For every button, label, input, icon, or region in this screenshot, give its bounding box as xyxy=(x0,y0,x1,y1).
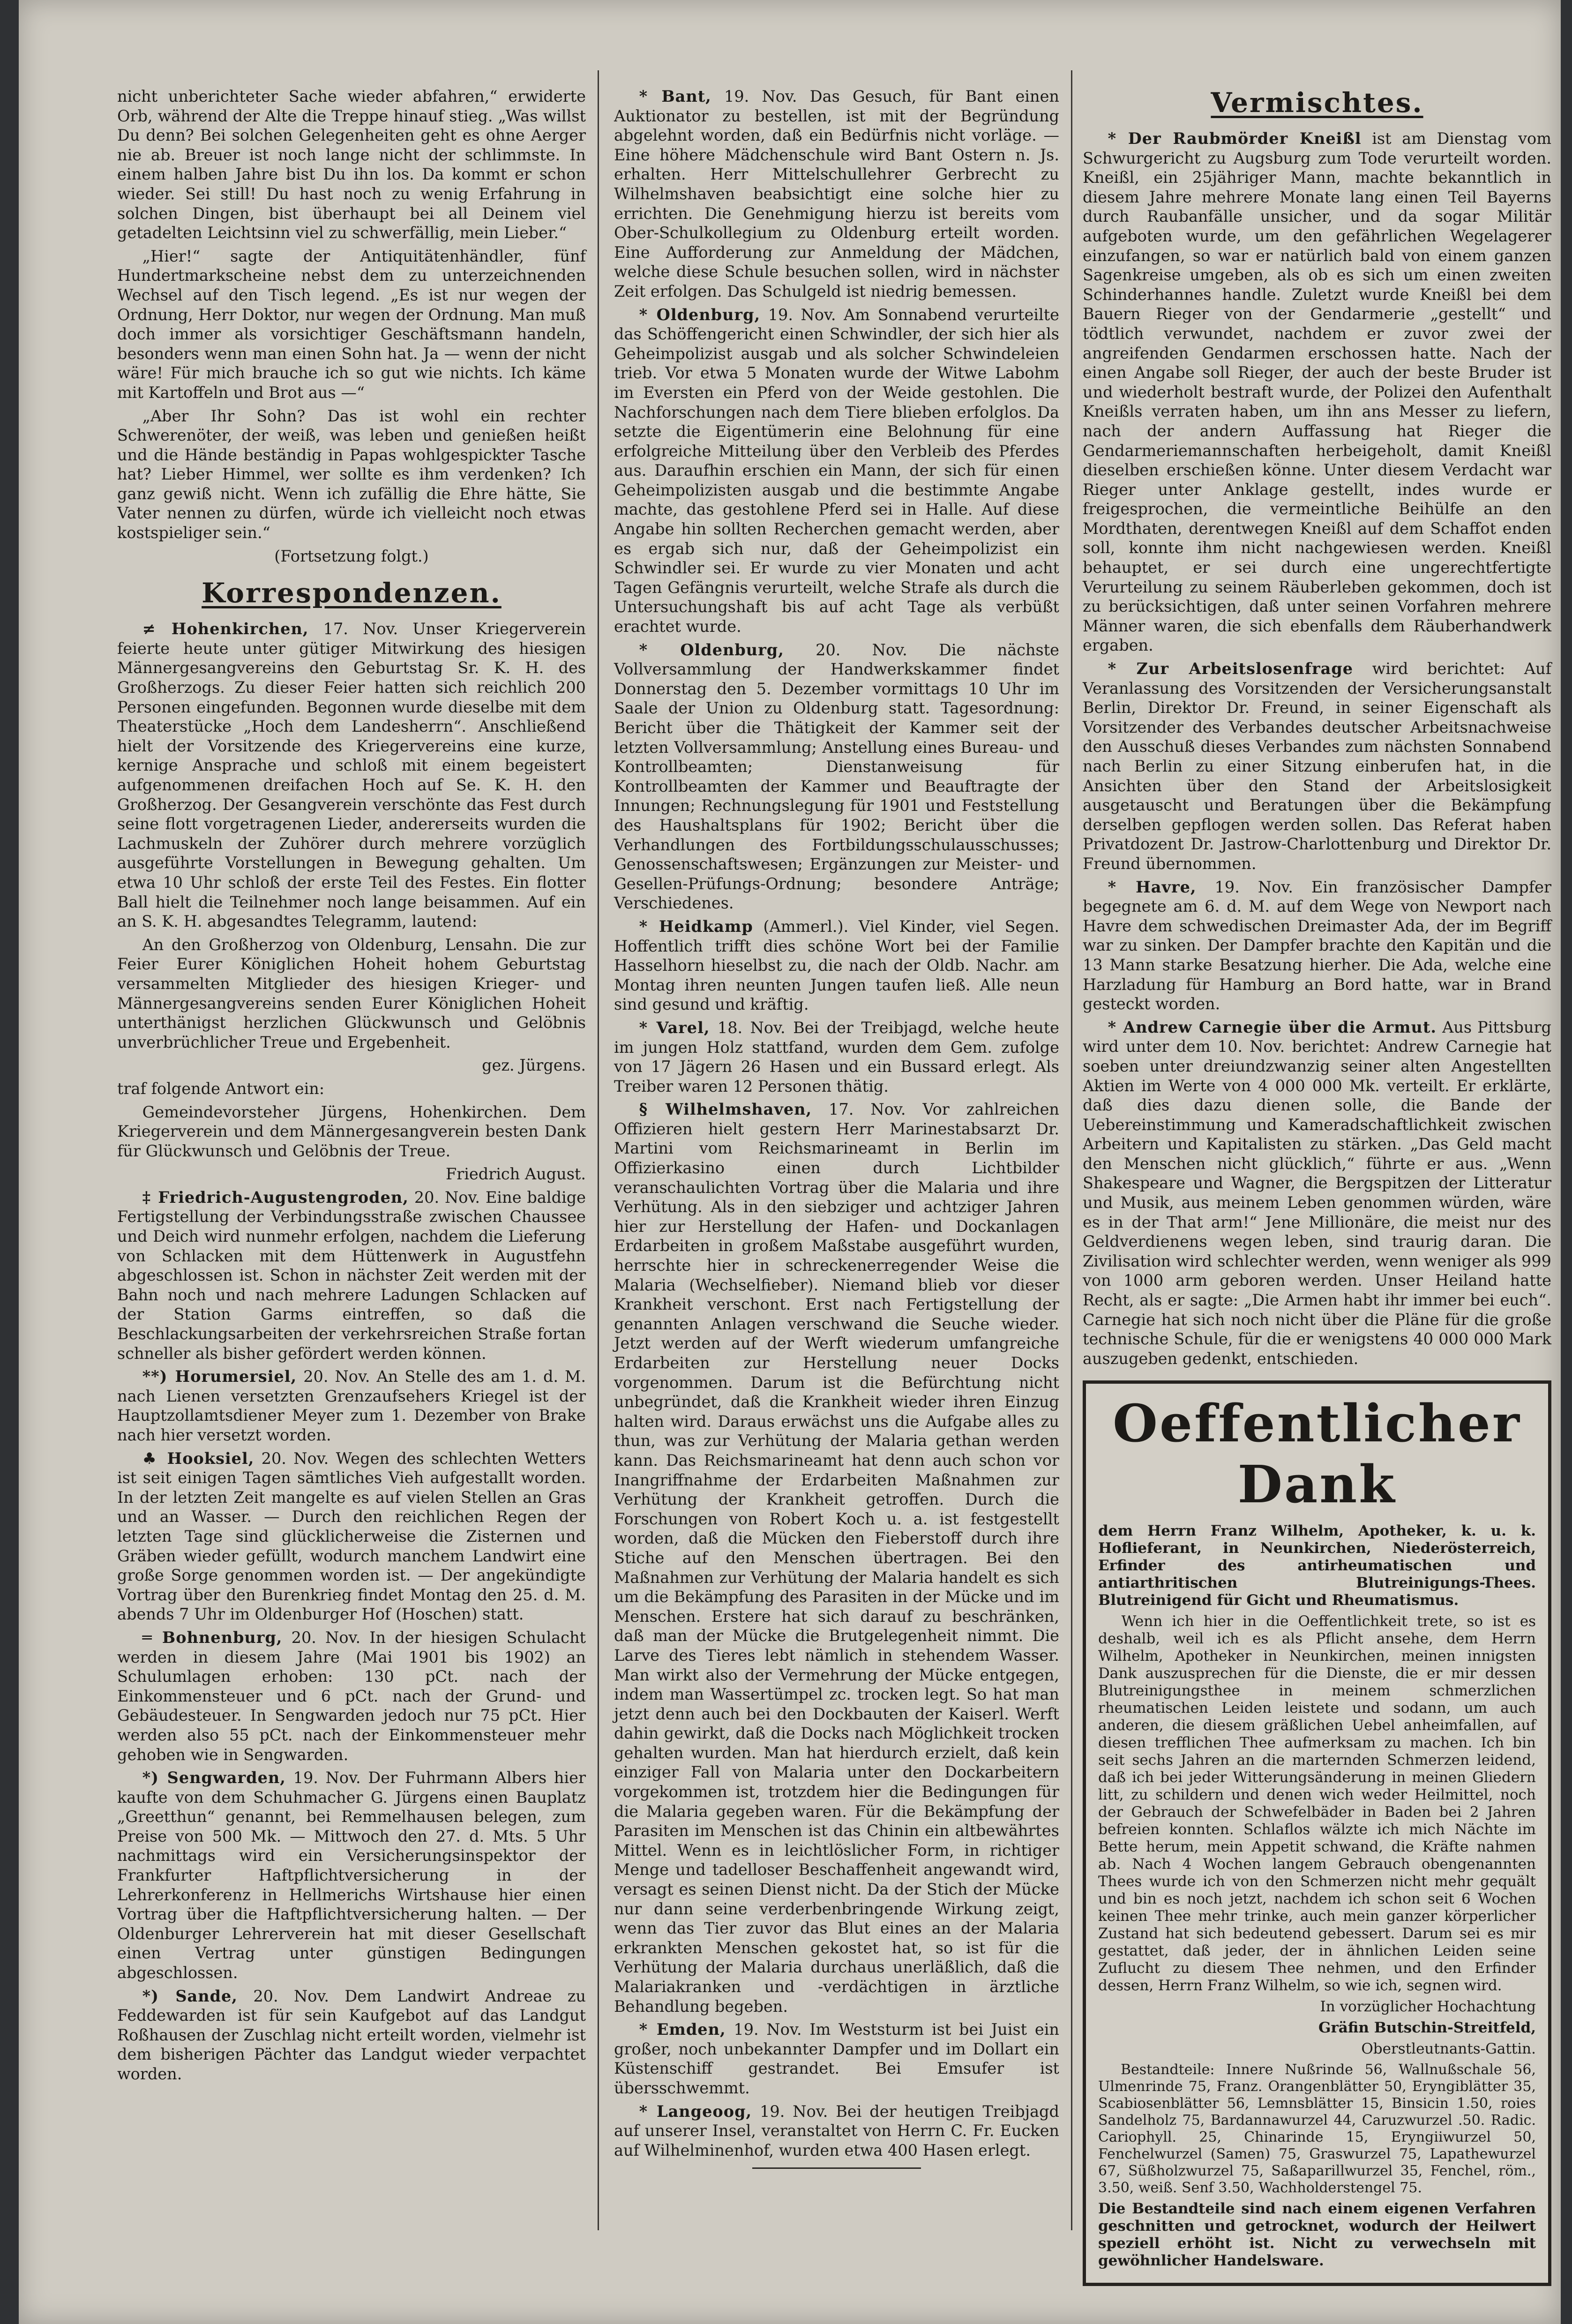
article-text: 20. Nov. Dem Landwirt Andreae zu Feddewarden ist für sein Kaufgebot auf das Landgut Roßhausen der Zuschlag nicht erteilt worden, vielmehr ist dem bisherigen Pächter das Landgut wieder verpachtet worden. xyxy=(117,1987,586,2083)
article-text: 19. Nov. Ein französischer Dampfer begegnete am 6. d. M. auf dem Wege von Newport nach Havre dem schwedischen Dreimaster Ada, der im Begriff war zu sinken. Der Dampfer brachte den Kapitän und die 13 Mann starke Besatzung hierher. Die Ada, welche eine Harzladung für Hamburg an Bord hatte, war in Brand gesteckt worden. xyxy=(1083,877,1551,1013)
section-title-korrespondenzen: Korrespondenzen. xyxy=(202,577,502,609)
dateline: ═ Bohnenburg, xyxy=(142,1628,283,1647)
ad-ingredients: Bestandteile: Innere Nußrinde 56, Wallnußschale 56, Ulmenrinde 75, Franz. Orangenblätter 50, Eryngiblätter 35, Scabiosenblätter 56, Lemnsblätter 15, Binsicin 1.50, roies Sandelholz 75, Bardannawurzel 44, Caruzwurzel .50. Radic. Cariophyll. 25, Chinarinde 15, Eryngiiwurzel 50, Fenchelwurzel (Samen) 75, Graswurzel 75, Lapathewurzel 67, Süßholzwurzel 75, Saßaparillwurzel 35, Fenchel, röm., 3.50, weiß. Senf 3.50, Wachholderstengel 75. xyxy=(1098,2062,1536,2197)
story-paragraph: „Hier!“ sagte der Antiquitätenhändler, fünf Hundertmarkscheine nebst dem zu unterzeichnenden Wechsel auf den Tisch legend. „Es ist nur wegen der Ordnung, Herr Doktor, nur wegen der Ordnung. Man muß doch immer als vorsichtiger Geschäftsmann handeln, besonders wenn man einen Sohn hat. Ja — wenn der nicht wäre! Für mich brauche ich so gut wie nichts. Ich käme mit Kartoffeln und Brot aus —“ xyxy=(117,247,586,402)
article-friedrich-augustengroden xyxy=(117,1188,586,1363)
reply-intro: traf folgende Antwort ein: xyxy=(117,1079,325,1098)
article-havre xyxy=(1083,877,1551,1014)
continued-note: (Fortsetzung folgt.) xyxy=(274,547,429,565)
reply-text: Gemeindevorsteher Jürgens, Hohenkirchen. Dem Kriegerverein und dem Männergesangverein besten Dank für Glückwunsch und Gelöbnis der Treue. xyxy=(117,1102,586,1160)
article-raubmoerder xyxy=(1083,129,1551,655)
column-3 xyxy=(1083,87,1551,2270)
dateline: * Bant, xyxy=(639,87,711,105)
article-text: 18. Nov. Bei der Treibjagd, welche heute im jungen Holz stattfand, wurden dem Gem. zufolge von 17 Jägern 26 Hasen und ein Bussard erlegt. Als Treiber waren 12 Personen thätig. xyxy=(614,1018,1059,1095)
article-oldenburg-1 xyxy=(614,305,1059,637)
article-text: 20. Nov. An Stelle des am 1. d. M. nach Lienen versetzten Grenzaufsehers Kriegel ist der Hauptzollamtsdiener Meyer zum 1. Dezember von Brake nach hier versetzt worden. xyxy=(117,1367,586,1444)
column-divider xyxy=(598,70,599,2230)
dateline: **) Horumersiel, xyxy=(142,1367,297,1386)
article-sande xyxy=(117,1987,586,2084)
article-hooksiel xyxy=(117,1449,586,1624)
headline: * Andrew Carnegie über die Armut. xyxy=(1108,1018,1437,1036)
dateline: * Heidkamp xyxy=(639,917,753,936)
dateline: *) Sande, xyxy=(142,1987,238,2005)
section-title-vermischtes: Vermischtes. xyxy=(1211,87,1423,119)
ad-closing: In vorzüglicher Hochachtung xyxy=(1320,1998,1536,2016)
article-sengwarden xyxy=(117,1768,586,1983)
article-langeoog xyxy=(614,2102,1059,2160)
dateline: ♣ Hooksiel, xyxy=(142,1449,255,1468)
column-1 xyxy=(117,87,586,2219)
article-text: 20. Nov. Die nächste Vollversammlung der Handwerkskammer findet Donnerstag den 5. Dezember vormittags 10 Uhr im Saale der Union zu Oldenburg statt. Tagesordnung: Bericht über die Thätigkeit der Kammer seit der letzten Vollversammlung; Anstellung eines Bureau- und Kontrollbeamten; Dienstanweisung für Kontrollbeamten der Kammer und Beauftragte der Innungen; Rechnungslegung für 1901 und Feststellung des Haushaltsplans für 1902; Bericht über die Verhandlungen des Fortbildungsschulausschusses; Genossenschaftswesen; Ergänzungen zur Meister- und Gesellen-Prüfungs-Ordnung; besondere Anträge; Verschiedenes. xyxy=(614,640,1059,913)
ad-signature: Gräfin Butschin-Streitfeld, xyxy=(1318,2019,1536,2037)
article-text: 19. Nov. Bei der heutigen Treibjagd auf unserer Insel, veranstaltet von Herrn C. Fr. Eucken auf Wilhelminenhof, wurden etwa 400 Hasen erlegt. xyxy=(614,2102,1059,2159)
article-text: 19. Nov. Das Gesuch, für Bant einen Auktionator zu bestellen, ist mit der Begründung abgelehnt worden, daß ein Bedürfnis nicht vorläge. — Eine höhere Mädchenschule wird Bant Ostern n. Js. erhalten. Herr Mittelschullehrer Gerbrecht zu Wilhelmshaven beabsichtigt eine solche hier zu errichten. Die Genehmigung hierzu ist bereits vom Ober-Schulkollegium zu Oldenburg erteilt worden. Eine Aufforderung zur Anmeldung der Mädchen, welche diese Schule besuchen sollen, wird in nächster Zeit erfolgen. Das Schulgeld ist niedrig bemessen. xyxy=(614,87,1059,300)
article-text: 17. Nov. Unser Kriegerverein feierte heute unter gütiger Mitwirkung des hiesigen Männergesangvereins den Geburtstag Sr. K. H. des Großherzogs. Zu dieser Feier hatten sich reichlich 200 Personen eingefunden. Begonnen wurde dieselbe mit dem Theaterstücke „Hoch dem Landesherrn“. Anschließend hielt der Vorsitzende des Kriegervereins eine kurze, kernige Ansprache und schloß mit einem begeistert aufgenommenen dreifachen Hoch auf Se. K. H. den Großherzog. Der Gesangverein verschönte das Fest durch seine flott vorgetragenen Lieder, andererseits wurden die Lachmuskeln der Zuhörer durch mehrere vorzüglich ausgeführte Vorstellungen in Bewegung gehalten. Um etwa 10 Uhr schloß der erste Teil des Festes. Ein flotter Ball hielt die Teilnehmer noch lange beisammen. Auf ein an S. K. H. abgesandtes Telegramm, lautend: xyxy=(117,620,586,931)
dateline: ≠ Hohenkirchen, xyxy=(142,620,309,638)
article-carnegie xyxy=(1083,1018,1551,1369)
article-hohenkirchen xyxy=(117,619,586,931)
reply-signature: Friedrich August. xyxy=(445,1165,586,1184)
advertisement-box xyxy=(1083,1380,1551,2286)
article-oldenburg-2 xyxy=(614,640,1059,913)
ad-title: Oeffentlicher Dank xyxy=(1113,1393,1521,1515)
article-text: 20. Nov. Eine baldige Fertigstellung der Verbindungsstraße zwischen Chaussee und Deich wird nunmehr erfolgen, nachdem die Lieferung von Schlacken mit dem Hüttenwerk in Augustfehn abgeschlossen ist. Schon in nächster Zeit werden mit der Bahn noch und nach mehrere Ladungen Schlacken auf der Station Garms eintreffen, so daß die Beschlackungsarbeiten der verkehrsreichen Straße fortan schneller als bisher gefördert werden können. xyxy=(117,1188,586,1363)
dateline: § Wilhelmshaven, xyxy=(639,1100,812,1119)
article-text: (Ammerl.). Viel Kinder, viel Segen. Hoffentlich trifft dies schöne Wort bei der Familie Hasselhorn hieselbst zu, die nach der Oldb. Nachr. am Montag ihren neunten Jungen taufen ließ. Alle neun sind gesund und kräftig. xyxy=(614,917,1059,1014)
column-2 xyxy=(614,87,1059,2219)
dateline: * Varel, xyxy=(639,1018,710,1037)
dateline: * Oldenburg, xyxy=(639,640,784,659)
ad-lead: dem Herrn Franz Wilhelm, Apotheker, k. u. k. Hoflieferant, in Neunkirchen, Niederösterreich, Erfinder des antirheumatischen und antiarthritischen Blutreinigungs-Thees. Blutreinigend für Gicht und Rheumatismus. xyxy=(1098,1522,1536,1609)
article-text: 19. Nov. Am Sonnabend verurteilte das Schöffengericht einen Schwindler, der sich hier als Geheimpolizist ausgab und als solcher Schwindeleien trieb. Vor etwa 5 Monaten wurde der Witwe Labohm im Eversten ein Pferd von der Weide gestohlen. Die Nachforschungen nach dem Tiere blieben erfolglos. Da setzte die Eigentümerin eine Belohnung für eine erfolgreiche Mitteilung über den Verbleib des Pferdes aus. Daraufhin erschien ein Mann, der sich für einen Geheimpolizisten ausgab und die bestimmte Angabe machte, das gestohlene Pferd sei in Halle. Auf diese Angabe hin sollten Recherchen gemacht werden, aber es ergab sich nur, daß der Geheimpolizist ein Schwindler sei. Er wurde zu vier Monaten und acht Tagen Gefängnis verurteilt, welche Strafe als durch die Untersuchungshaft bis auf acht Tage als verbüßt erachtet wurde. xyxy=(614,305,1059,636)
telegram-text: An den Großherzog von Oldenburg, Lensahn. Die zur Feier Eurer Königlichen Hoheit hohem Geburtstag versammelten Mitglieder des hiesigen Krieger- und Männergesangvereins senden Eurer Königlichen Hoheit unterthänigst herzlichen Glückwunsch und Gelöbnis unverbrüchlicher Treue und Ergebenheit. xyxy=(117,935,586,1051)
article-emden xyxy=(614,2020,1059,2098)
article-arbeitslosenfrage xyxy=(1083,659,1551,874)
column-divider xyxy=(1071,70,1072,2230)
article-text: 20. Nov. Wegen des schlechten Wetters ist seit einigen Tagen sämtliches Vieh aufgestallt worden. In der letzten Zeit mangelte es auf vielen Stellen an Gras und an Wasser. — Durch den reichlichen Regen der letzten Tage sind glücklicherweise die Zisternen und Gräben wieder gefüllt, wodurch manchem Landwirt eine große Sorge genommen worden ist. — Der angekündigte Vortrag über den Burenkrieg findet Montag den 25. d. M. abends 7 Uhr im Oldenburger Hof (Hoschen) statt. xyxy=(117,1449,586,1624)
article-horumersiel xyxy=(117,1367,586,1445)
dateline: *) Sengwarden, xyxy=(142,1769,286,1787)
ad-signature-title: Oberstleutnants-Gattin. xyxy=(1361,2040,1536,2058)
end-rule xyxy=(752,2167,921,2169)
dateline: ‡ Friedrich-Augustengroden, xyxy=(142,1188,409,1207)
ad-footer: Die Bestandteile sind nach einem eigenen Verfahren geschnitten und getrocknet, wodurch der Heilwert speziell erhöht ist. Nicht zu verwechseln mit gewöhnlicher Handelsware. xyxy=(1098,2200,1536,2270)
dateline: * Emden, xyxy=(639,2020,726,2039)
article-text: ist am Dienstag vom Schwurgericht zu Augsburg zum Tode verurteilt worden. Kneißl, ein 25jähriger Mann, machte bekanntlich in diesem Jahre mehrere Monate lang einen Teil Bayerns durch Raubanfälle unsicher, und da sogar Militär aufgeboten wurde, um den gefährlichen Wegelagerer einzufangen, so war er natürlich bald von einem ganzen Sagenkreise umgeben, als ob es sich um einen zweiten Schinderhannes handle. Zuletzt wurde Kneißl bei dem Bauern Rieger von der Gendarmerie „gestellt“ und tödtlich verwundet, nachdem er zuvor zwei der angreifenden Gendarmen erschossen hatte. Nach der einen Angabe soll Rieger, der auch der beste Bruder ist und wiederholt bestraft wurde, der Polizei den Aufenthalt Kneißls verraten haben, um ihn ans Messer zu liefern, nach der andern Auffassung hat Rieger die Gendarmeriemannschaften herbeigeholt, damit Kneißl dieselben erschießen könne. Unter diesem Verdacht war Rieger unter Anklage gestellt, indes wurde er freigesprochen, die vermeintliche Beihülfe an den Mordthaten, derentwegen Kneißl auf dem Schaffot enden soll, konnte ihm nicht nachgewiesen werden. Kneißl behauptet, er sei durch eine ungerechtfertigte Verurteilung zu seinem Räuberleben gekommen, doch ist zu berücksichtigen, daß unter seinen Vorfahren mehrere Männer waren, die sich ebenfalls dem Räuberhandwerk ergaben. xyxy=(1083,129,1551,655)
article-text: wird berichtet: Auf Veranlassung des Vorsitzenden der Versicherungsanstalt Berlin, Direktor Dr. Freund, in seiner Eigenschaft als Vorsitzender des Verbandes deutscher Arbeitsnachweise den Ausschuß dieses Verbandes zum nächsten Sonnabend nach Berlin zu einer Sitzung einberufen hat, in die Ansichten über den Stand der Arbeitslosigkeit ausgetauscht und Beratungen über die Bekämpfung derselben gepflogen werden sollen. Das Referat haben Privatdozent Dr. Jastrow-Charlottenburg und Direktor Dr. Freund übernommen. xyxy=(1083,660,1551,873)
headline: * Der Raubmörder Kneißl xyxy=(1108,129,1362,148)
article-wilhelmshaven xyxy=(614,1100,1059,2016)
article-text: 20. Nov. In der hiesigen Schulacht werden in diesem Jahre (Mai 1901 bis 1902) an Schulumlagen erhoben: 130 pCt. nach der Einkommensteuer und 6 pCt. nach der Grund- und Gebäudesteuer. In Sengwarden jedoch nur 75 pCt. Hier werden also 55 pCt. nach der Einkommensteuer mehr gehoben wie in Sengwarden. xyxy=(117,1628,586,1764)
dateline: * Oldenburg, xyxy=(639,305,761,324)
article-bant xyxy=(614,87,1059,301)
ad-body: Wenn ich hier in die Oeffentlichkeit trete, so ist es deshalb, weil ich es als Pflicht ansehe, dem Herrn Wilhelm, Apotheker in Neunkirchen, meinen innigsten Dank auszusprechen für die Dienste, die er mir dessen Blutreinigungsthee in meinem schmerzlichen rheumatischen Leiden leistete und sodann, um auch anderen, die diesem gräßlichen Uebel anheimfallen, auf diesen trefflichen Thee aufmerksam zu machen. Ich bin seit sechs Jahren an die marternden Schmerzen leidend, daß ich bei jeder Witterungsänderung in meinen Gliedern litt, zu schildern und denen wich weder Heilmittel, noch der Gebrauch der Schwefelbäder in Baden bei 2 Jahren befreien konnten. Schlaflos wälzte ich mich Nächte im Bette herum, mein Appetit schwand, die Kräfte nahmen ab. Nach 4 Wochen langem Gebrauch obengenannten Thees wurde ich von den Schmerzen nicht mehr gequält und bin es noch jetzt, nachdem ich schon seit 6 Wochen keinen Thee mehr trinke, auch mein ganzer körperlicher Zustand hat sich bedeutend gebessert. Darum sei es mir gestattet, daß jeder, der in ähnlichen Leiden seine Zuflucht zu diesem Thee nehmen, und den Erfinder dessen, Herrn Franz Wilhelm, so wie ich, segnen wird. xyxy=(1098,1613,1536,1994)
headline: * Zur Arbeitslosenfrage xyxy=(1108,660,1354,678)
article-varel xyxy=(614,1018,1059,1096)
story-paragraph: „Aber Ihr Sohn? Das ist wohl ein rechter Schwerenöter, der weiß, was leben und genießen heißt und die Hände beständig in Papas wohlgespickter Tasche hat? Lieber Himmel, wer sollte es ihm verdenken? Ich ganz gewiß nicht. Wenn ich zufällig die Ehre hätte, Sie Vater nennen zu dürfen, würde ich vielleicht noch etwas kostspieliger sein.“ xyxy=(117,406,586,542)
telegram-signature: gez. Jürgens. xyxy=(482,1056,586,1075)
dateline: * Havre, xyxy=(1108,877,1197,896)
article-text: 17. Nov. Vor zahlreichen Offizieren hielt gestern Herr Marinestabsarzt Dr. Martini vom Reichsmarineamt in Berlin im Offizierkasino einen durch Lichtbilder veranschaulichten Vortrag über die Malaria und ihre Verhütung. Als in den siebziger und achtziger Jahren hier zur Herstellung der Hafen- und Dockanlagen Erdarbeiten in großem Maßstabe ausgeführt wurden, herrschte hier in schreckenerregender Weise die Malaria (Wechselfieber). Niemand blieb vor dieser Krankheit verschont. Erst nach Fertigstellung der genannten Anlagen verschwand die Seuche wieder. Jetzt werden auf der Werft wiederum umfangreiche Erdarbeiten zur Herstellung neuer Docks vorgenommen. Darum ist die Befürchtung nicht unbegründet, daß die Krankheit wieder ihren Einzug halten wird. Daraus erwächst uns die Aufgabe alles zu thun, was zur Verhütung der Malaria gethan werden kann. Das Reichsmarineamt hat denn auch schon vor Inangriffnahme der Erdarbeiten Maßnahmen zur Verhütung der Krankheit getroffen. Durch die Forschungen von Robert Koch u. a. ist festgestellt worden, daß die Mücken den Fieberstoff durch ihre Stiche auf den Menschen übertragen. Bei den Maßnahmen zur Verhütung der Malaria handelt es sich um die Bekämpfung des Parasiten in der Mücke und im Menschen. Erstere hat sich darauf zu beschränken, daß man der Mücke die Brutgelegenheit nimmt. Die Larve des Tieres lebt nämlich in stehendem Wasser. Man wirkt also der Vermehrung der Mücke entgegen, indem man Wassertümpel zc. trocken legt. So hat man jetzt denn auch bei den Dockbauten der Kaiserl. Werft dahin gewirkt, daß die Docks nach Möglichkeit trocken gehalten wurden. Man hat hierdurch erzielt, daß kein einziger Fall von Malaria unter den Dockarbeitern vorgekommen ist, trotzdem hier die Bedingungen für die Malaria gegeben waren. Für die Bekämpfung der Parasiten im Menschen ist das Chinin ein altbewährtes Mittel. Wenn es in leichtlöslicher Form, in richtiger Menge und tadelloser Beschaffenheit angewandt wird, versagt es seinen Dienst nicht. Da der Stich der Mücke nur dann seine verderbenbringende Wirkung zeigt, wenn das Tier zuvor das Blut eines an der Malaria erkrankten Menschen gekostet hat, so ist für die Verhütung der Malaria durchaus unerläßlich, daß die Malariakranken und -verdächtigen in ärztliche Behandlung begeben. xyxy=(614,1100,1059,2016)
story-paragraph: nicht unberichteter Sache wieder abfahren,“ erwiderte Orb, während der Alte die Treppe hinauf stieg. „Was willst Du denn? Bei solchen Gelegenheiten geht es ohne Aerger nie ab. Breuer ist noch lange nicht der schlimmste. In einem halben Jahre bist Du ihn los. Da kommt er schon wieder. Sei still! Du hast noch zu wenig Erfahrung in solchen Dingen, bist überhaupt bei all Deinem viel getadelten Leichtsinn viel zu schwerfällig, mein Lieber.“ xyxy=(117,87,586,242)
newspaper-page xyxy=(19,0,1561,2324)
article-bohnenburg xyxy=(117,1628,586,1764)
article-heidkamp xyxy=(614,917,1059,1014)
article-text: 19. Nov. Der Fuhrmann Albers hier kaufte von dem Schuhmacher G. Jürgens einen Bauplatz „Greetthun“ genannt, bei Remmelhausen belegen, zum Preise von 500 Mk. — Mittwoch den 27. d. Mts. 5 Uhr nachmittags wird ein Versicherungsinspektor der Frankfurter Haftpflichtversicherung in der Lehrerkonferenz in Hellmerichs Wirtshause hier einen Vortrag über die Haftpflichtversicherung halten. — Der Oldenburger Lehrerverein hat mit dieser Gesellschaft einen Vertrag unter günstigen Bedingungen abgeschlossen. xyxy=(117,1769,586,1982)
article-text: 19. Nov. Im Weststurm ist bei Juist ein großer, noch unbekannter Dampfer und im Dollart ein Küstenschiff gestrandet. Bei Emsufer ist übersschwemmt. xyxy=(614,2020,1059,2097)
article-text: Aus Pittsburg wird unter dem 10. Nov. berichtet: Andrew Carnegie hat soeben unter dreiundzwanzig seiner alten Angestellten Aktien im Werte von 4 000 000 Mk. verteilt. Er erklärte, daß dies dazu dienen solle, die Bande der Uebereinstimmung und Kameradschaftlichkeit zwischen Arbeitern und Kapitalisten zu stärken. „Das Geld macht den Menschen nicht glücklich,“ führte er aus. „Wenn Shakespeare und Wagner, die Bergspitzen der Litteratur und Musik, aus meinem Leben genommen würden, wäre es in der That arm!“ Jene Millionäre, die meist nur des Geldverdienens wegen leben, sind traurig daran. Die Zivilisation wird schlechter werden, wenn weniger als 999 von 1000 arm geboren werden. Unser Heiland hatte Recht, als er sagte: „Die Armen habt ihr immer bei euch“. Carnegie hat sich noch nicht über die Pläne für die große technische Schule, für die er wenigstens 40 000 000 Mark auszugeben gedenkt, entschieden. xyxy=(1083,1018,1551,1368)
dateline: * Langeoog, xyxy=(639,2102,752,2121)
